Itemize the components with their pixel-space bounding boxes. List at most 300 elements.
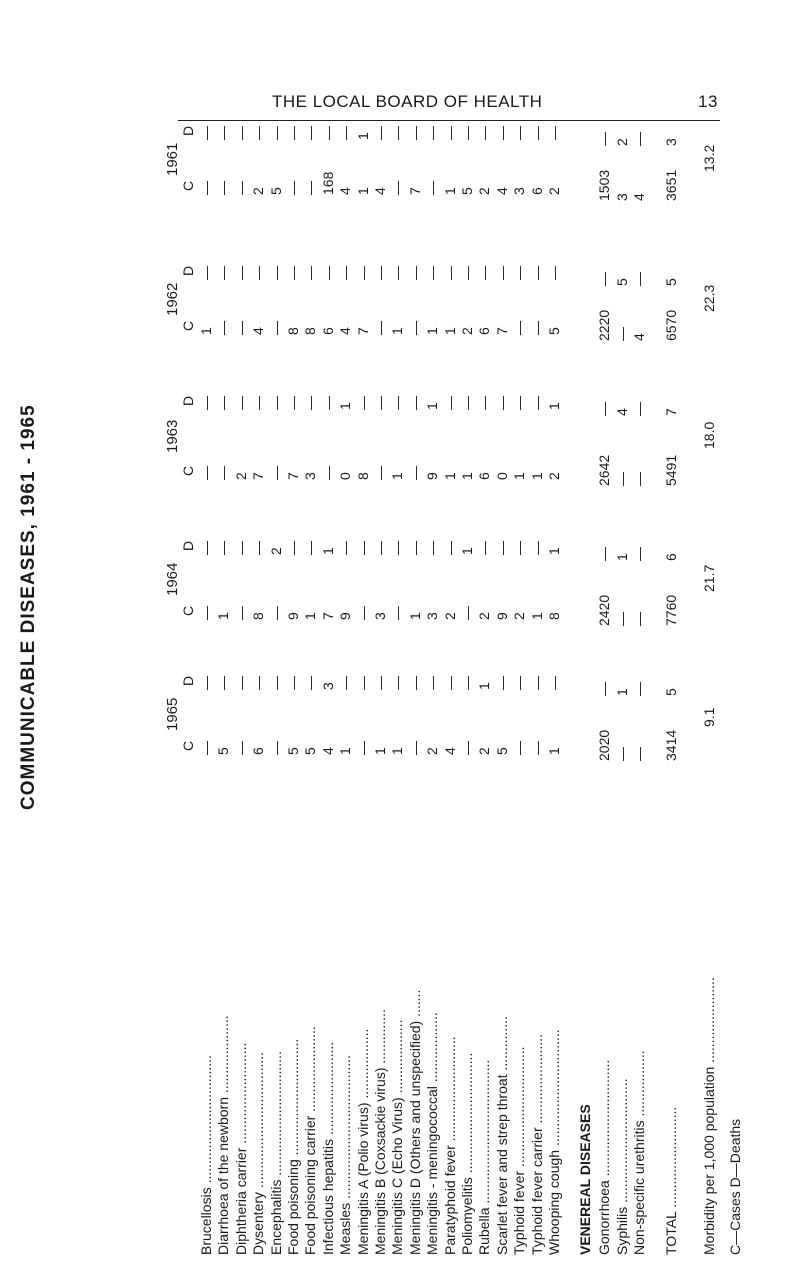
- disease-label: Food poisoning ..............................: [285, 1038, 301, 1255]
- col-letter-d: D: [180, 125, 196, 136]
- value-cell: —: [285, 676, 301, 690]
- disease-label: Typhoid fever ...............................: [511, 1046, 528, 1255]
- total-value: 7760: [662, 594, 679, 626]
- morbidity-value: 21.7: [700, 564, 717, 592]
- disease-label: Measles .....................................: [337, 1055, 354, 1255]
- value-cell: —: [424, 181, 441, 195]
- venereal-value-cell: —: [631, 402, 648, 416]
- disease-label: Scarlet fever and strep throat ..............: [493, 1016, 510, 1255]
- col-letter-c: C: [180, 605, 196, 616]
- value-cell: —: [337, 266, 354, 280]
- value-cell: 4: [319, 747, 336, 755]
- value-cell: —: [250, 676, 267, 690]
- value-cell: 6: [476, 327, 493, 335]
- value-cell: —: [372, 676, 388, 690]
- disease-label: Food poisoning carrier ......................: [302, 1026, 319, 1255]
- value-cell: 1: [528, 612, 545, 620]
- disease-label: Whooping cough ..............................: [546, 1029, 562, 1255]
- total-value: 3: [662, 138, 679, 146]
- value-cell: —: [528, 266, 545, 280]
- value-cell: 5: [302, 747, 319, 755]
- disease-label: Encephalitis ................................: [267, 1051, 284, 1255]
- disease-label: Diphtheria carrier ..........................: [232, 1042, 249, 1255]
- venereal-heading: VENEREAL DISEASES: [577, 1104, 594, 1255]
- value-cell: 1: [389, 327, 406, 335]
- value-cell: 1: [528, 472, 545, 480]
- value-cell: —: [267, 396, 284, 410]
- value-cell: —: [319, 466, 336, 480]
- value-cell: 2: [441, 612, 458, 620]
- value-cell: —: [406, 396, 423, 410]
- value-cell: —: [476, 126, 493, 140]
- value-cell: —: [476, 396, 493, 410]
- value-cell: 8: [302, 327, 319, 335]
- total-value: 5: [662, 278, 679, 286]
- value-cell: —: [302, 676, 319, 690]
- value-cell: —: [232, 676, 249, 690]
- year-header: 1964: [164, 562, 181, 596]
- disease-label: Infectious hepatitis ........................: [319, 1041, 336, 1255]
- value-cell: 7: [285, 472, 301, 480]
- disease-label: Meningitis - meningococcal ..................: [424, 1012, 441, 1255]
- col-letter-c: C: [180, 180, 196, 191]
- value-cell: —: [389, 676, 406, 690]
- value-cell: 1: [198, 327, 214, 335]
- value-cell: 1: [389, 472, 406, 480]
- value-cell: —: [441, 126, 458, 140]
- value-cell: 9: [424, 472, 441, 480]
- value-cell: 2: [546, 187, 562, 195]
- value-cell: —: [528, 541, 545, 555]
- value-cell: —: [406, 466, 423, 480]
- col-letter-c: C: [180, 320, 196, 331]
- col-letter-d: D: [180, 675, 196, 686]
- value-cell: —: [302, 396, 319, 410]
- venereal-value-cell: 1: [613, 553, 630, 561]
- value-cell: —: [232, 606, 249, 620]
- venereal-value-cell: 2: [613, 138, 630, 146]
- value-cell: —: [546, 266, 562, 280]
- venereal-value-cell: 1503: [596, 169, 613, 201]
- value-cell: —: [250, 126, 267, 140]
- value-cell: 2: [232, 472, 249, 480]
- value-cell: 6: [250, 747, 267, 755]
- venereal-label: Non-specific urethritis .................: [631, 1050, 648, 1255]
- value-cell: 1: [459, 472, 475, 480]
- total-value: 7: [662, 408, 679, 416]
- total-value: 5491: [662, 454, 679, 486]
- value-cell: 8: [285, 327, 301, 335]
- value-cell: —: [424, 541, 441, 555]
- value-cell: —: [389, 266, 406, 280]
- value-cell: —: [389, 606, 406, 620]
- page-title: THE LOCAL BOARD OF HEALTH: [272, 92, 543, 111]
- value-cell: 1: [424, 327, 441, 335]
- value-cell: —: [267, 126, 284, 140]
- value-cell: 1: [546, 547, 562, 555]
- value-cell: —: [546, 126, 562, 140]
- value-cell: —: [337, 676, 354, 690]
- value-cell: —: [232, 181, 249, 195]
- value-cell: 1: [441, 187, 458, 195]
- value-cell: 8: [354, 472, 371, 480]
- value-cell: —: [250, 396, 267, 410]
- venereal-value-cell: —: [613, 472, 630, 486]
- value-cell: —: [511, 126, 528, 140]
- value-cell: —: [459, 396, 475, 410]
- value-cell: —: [319, 266, 336, 280]
- value-cell: 4: [337, 327, 354, 335]
- value-cell: —: [459, 266, 475, 280]
- value-cell: —: [493, 266, 510, 280]
- disease-label: Meningitis A (Polio virus) ..................: [354, 1028, 371, 1255]
- value-cell: 4: [441, 747, 458, 755]
- venereal-value-cell: 5: [613, 278, 630, 286]
- value-cell: 2: [476, 747, 493, 755]
- value-cell: —: [302, 266, 319, 280]
- venereal-value-cell: —: [596, 132, 613, 146]
- value-cell: 5: [493, 747, 510, 755]
- value-cell: 9: [285, 612, 301, 620]
- value-cell: —: [302, 126, 319, 140]
- value-cell: 5: [546, 327, 562, 335]
- value-cell: —: [441, 676, 458, 690]
- value-cell: —: [232, 541, 249, 555]
- value-cell: —: [337, 541, 354, 555]
- value-cell: —: [528, 396, 545, 410]
- value-cell: —: [389, 396, 406, 410]
- value-cell: —: [406, 321, 423, 335]
- value-cell: —: [267, 321, 284, 335]
- disease-label: Typhoid fever carrier .......................: [528, 1034, 545, 1255]
- value-cell: —: [232, 126, 249, 140]
- value-cell: 1: [302, 612, 319, 620]
- value-cell: —: [267, 466, 284, 480]
- value-cell: —: [406, 741, 423, 755]
- col-letter-c: C: [180, 740, 196, 751]
- value-cell: —: [250, 266, 267, 280]
- value-cell: —: [511, 396, 528, 410]
- value-cell: 1: [424, 402, 441, 410]
- venereal-value-cell: —: [613, 612, 630, 626]
- value-cell: 7: [406, 187, 423, 195]
- disease-label: Meningitis C (Echo Virus) ...................: [389, 1019, 406, 1255]
- value-cell: —: [424, 266, 441, 280]
- value-cell: —: [372, 541, 388, 555]
- value-cell: 5: [459, 187, 475, 195]
- value-cell: —: [406, 676, 423, 690]
- venereal-value-cell: 4: [631, 333, 648, 341]
- legend: C—Cases D—Deaths: [726, 1118, 743, 1255]
- value-cell: —: [215, 396, 232, 410]
- value-cell: 1: [406, 612, 423, 620]
- year-header: 1961: [164, 142, 181, 176]
- morbidity-value: 9.1: [700, 707, 717, 727]
- value-cell: —: [406, 266, 423, 280]
- value-cell: —: [215, 321, 232, 335]
- disease-label: Paratyphoid fever ...........................: [441, 1036, 458, 1255]
- value-cell: 2: [476, 187, 493, 195]
- value-cell: —: [198, 126, 214, 140]
- value-cell: —: [372, 126, 388, 140]
- value-cell: 7: [493, 327, 510, 335]
- value-cell: —: [459, 676, 475, 690]
- value-cell: 4: [372, 187, 388, 195]
- value-cell: —: [511, 541, 528, 555]
- venereal-label: Syphilis ................................: [613, 1078, 630, 1255]
- value-cell: —: [215, 541, 232, 555]
- venereal-label: Gonorrhoea ..............................: [596, 1059, 613, 1255]
- value-cell: —: [285, 181, 301, 195]
- year-header: 1965: [164, 697, 181, 731]
- value-cell: 2: [267, 547, 284, 555]
- total-label: TOTAL ..........................: [662, 1106, 679, 1255]
- value-cell: —: [354, 541, 371, 555]
- value-cell: 1: [546, 747, 562, 755]
- side-title: COMMUNICABLE DISEASES, 1961 - 1965: [18, 404, 39, 810]
- value-cell: —: [511, 741, 528, 755]
- value-cell: 4: [337, 187, 354, 195]
- value-cell: —: [372, 396, 388, 410]
- value-cell: —: [389, 181, 406, 195]
- value-cell: —: [493, 541, 510, 555]
- value-cell: —: [215, 266, 232, 280]
- year-header: 1963: [164, 419, 181, 453]
- value-cell: 5: [267, 187, 284, 195]
- total-value: 3651: [662, 169, 679, 201]
- disease-label: Meningitis D (Others and unspecified) .......: [406, 989, 423, 1255]
- disease-label: Rubella .....................................: [476, 1059, 493, 1255]
- value-cell: —: [302, 541, 319, 555]
- venereal-value-cell: 4: [613, 408, 630, 416]
- value-cell: —: [441, 396, 458, 410]
- value-cell: —: [198, 541, 214, 555]
- value-cell: —: [198, 181, 214, 195]
- venereal-value-cell: —: [613, 327, 630, 341]
- value-cell: 8: [250, 612, 267, 620]
- value-cell: —: [372, 321, 388, 335]
- value-cell: —: [528, 126, 545, 140]
- venereal-value-cell: —: [596, 547, 613, 561]
- value-cell: —: [198, 466, 214, 480]
- value-cell: —: [354, 676, 371, 690]
- disease-label: Brucellosis .................................: [198, 1055, 214, 1255]
- value-cell: —: [215, 126, 232, 140]
- value-cell: —: [424, 126, 441, 140]
- value-cell: 1: [337, 747, 354, 755]
- value-cell: 1: [372, 747, 388, 755]
- value-cell: 3: [319, 682, 336, 690]
- venereal-value-cell: —: [596, 272, 613, 286]
- value-cell: —: [319, 126, 336, 140]
- value-cell: —: [372, 266, 388, 280]
- value-cell: 1: [319, 547, 336, 555]
- venereal-value-cell: —: [631, 272, 648, 286]
- value-cell: 3: [511, 187, 528, 195]
- value-cell: —: [198, 741, 214, 755]
- value-cell: 1: [337, 402, 354, 410]
- value-cell: —: [267, 606, 284, 620]
- value-cell: —: [528, 321, 545, 335]
- col-letter-d: D: [180, 395, 196, 406]
- value-cell: —: [459, 741, 475, 755]
- value-cell: —: [250, 541, 267, 555]
- value-cell: —: [493, 396, 510, 410]
- value-cell: 1: [511, 472, 528, 480]
- value-cell: —: [511, 321, 528, 335]
- venereal-value-cell: —: [631, 612, 648, 626]
- venereal-value-cell: —: [631, 472, 648, 486]
- value-cell: —: [267, 676, 284, 690]
- value-cell: —: [198, 266, 214, 280]
- value-cell: 6: [319, 327, 336, 335]
- value-cell: —: [354, 266, 371, 280]
- value-cell: —: [215, 181, 232, 195]
- value-cell: —: [493, 126, 510, 140]
- value-cell: 0: [493, 472, 510, 480]
- disease-label: Diarrhoea of the newborn ....................: [215, 1015, 232, 1255]
- value-cell: 1: [215, 612, 232, 620]
- col-letter-c: C: [180, 465, 196, 476]
- disease-label: Poliomyelitis ...............................: [459, 1052, 475, 1255]
- value-cell: 7: [250, 472, 267, 480]
- value-cell: —: [476, 266, 493, 280]
- venereal-value-cell: —: [631, 747, 648, 761]
- value-cell: 1: [476, 682, 493, 690]
- value-cell: —: [267, 741, 284, 755]
- value-cell: —: [232, 741, 249, 755]
- value-cell: —: [232, 266, 249, 280]
- venereal-value-cell: 2642: [596, 454, 613, 486]
- venereal-value-cell: —: [631, 132, 648, 146]
- venereal-value-cell: —: [631, 547, 648, 561]
- value-cell: —: [319, 396, 336, 410]
- col-letter-d: D: [180, 265, 196, 276]
- value-cell: —: [372, 466, 388, 480]
- venereal-value-cell: 4: [631, 193, 648, 201]
- venereal-value-cell: —: [596, 402, 613, 416]
- total-value: 6570: [662, 309, 679, 341]
- value-cell: —: [354, 741, 371, 755]
- value-cell: 4: [493, 187, 510, 195]
- value-cell: —: [511, 676, 528, 690]
- venereal-value-cell: —: [596, 682, 613, 696]
- value-cell: 1: [441, 472, 458, 480]
- venereal-value-cell: —: [613, 747, 630, 761]
- col-letter-d: D: [180, 540, 196, 551]
- value-cell: —: [198, 676, 214, 690]
- value-cell: —: [232, 321, 249, 335]
- value-cell: 0: [337, 472, 354, 480]
- value-cell: 2: [250, 187, 267, 195]
- value-cell: —: [424, 676, 441, 690]
- value-cell: 5: [285, 747, 301, 755]
- value-cell: —: [389, 126, 406, 140]
- value-cell: 1: [354, 187, 371, 195]
- value-cell: —: [441, 266, 458, 280]
- value-cell: —: [285, 266, 301, 280]
- value-cell: —: [302, 181, 319, 195]
- disease-label: Dysentery ...................................: [250, 1051, 267, 1255]
- value-cell: 2: [511, 612, 528, 620]
- page-number: 13: [698, 92, 718, 111]
- value-cell: —: [476, 541, 493, 555]
- value-cell: —: [511, 266, 528, 280]
- value-cell: —: [441, 541, 458, 555]
- total-value: 6: [662, 553, 679, 561]
- value-cell: 3: [424, 612, 441, 620]
- value-cell: 1: [546, 402, 562, 410]
- value-cell: —: [406, 126, 423, 140]
- value-cell: —: [285, 396, 301, 410]
- value-cell: —: [285, 541, 301, 555]
- value-cell: —: [337, 126, 354, 140]
- value-cell: —: [459, 606, 475, 620]
- value-cell: —: [459, 126, 475, 140]
- disease-label: Meningitis B (Coxsackie virus) ..............: [372, 1009, 388, 1255]
- value-cell: —: [528, 741, 545, 755]
- value-cell: —: [493, 676, 510, 690]
- morbidity-value: 22.3: [700, 284, 717, 312]
- value-cell: —: [354, 396, 371, 410]
- morbidity-label: Morbidity per 1,000 population ......................: [700, 977, 717, 1255]
- value-cell: —: [198, 606, 214, 620]
- value-cell: 3: [302, 472, 319, 480]
- total-value: 5: [662, 688, 679, 696]
- value-cell: 6: [476, 472, 493, 480]
- value-cell: 7: [319, 612, 336, 620]
- venereal-value-cell: 1: [613, 688, 630, 696]
- morbidity-value: 18.0: [700, 421, 717, 449]
- value-cell: —: [406, 541, 423, 555]
- value-cell: —: [354, 606, 371, 620]
- venereal-value-cell: 2420: [596, 594, 613, 626]
- value-cell: —: [546, 676, 562, 690]
- value-cell: —: [285, 126, 301, 140]
- value-cell: —: [389, 541, 406, 555]
- value-cell: 6: [528, 187, 545, 195]
- venereal-value-cell: 2020: [596, 729, 613, 761]
- value-cell: 168: [319, 171, 336, 195]
- year-header: 1962: [164, 282, 181, 316]
- value-cell: —: [267, 266, 284, 280]
- value-cell: 2: [459, 327, 475, 335]
- venereal-value-cell: 3: [613, 193, 630, 201]
- value-cell: 2: [546, 472, 562, 480]
- value-cell: —: [198, 396, 214, 410]
- value-cell: —: [215, 676, 232, 690]
- value-cell: 1: [441, 327, 458, 335]
- venereal-value-cell: —: [631, 682, 648, 696]
- value-cell: 4: [250, 327, 267, 335]
- venereal-value-cell: 2220: [596, 309, 613, 341]
- value-cell: 9: [493, 612, 510, 620]
- value-cell: 9: [337, 612, 354, 620]
- value-cell: 5: [215, 747, 232, 755]
- value-cell: 8: [546, 612, 562, 620]
- value-cell: 1: [389, 747, 406, 755]
- value-cell: 7: [354, 327, 371, 335]
- value-cell: —: [232, 396, 249, 410]
- value-cell: 1: [459, 547, 475, 555]
- value-cell: 2: [476, 612, 493, 620]
- value-cell: 2: [424, 747, 441, 755]
- value-cell: —: [215, 466, 232, 480]
- total-value: 3414: [662, 729, 679, 761]
- value-cell: —: [528, 676, 545, 690]
- value-cell: 3: [372, 612, 388, 620]
- value-cell: 1: [354, 132, 371, 140]
